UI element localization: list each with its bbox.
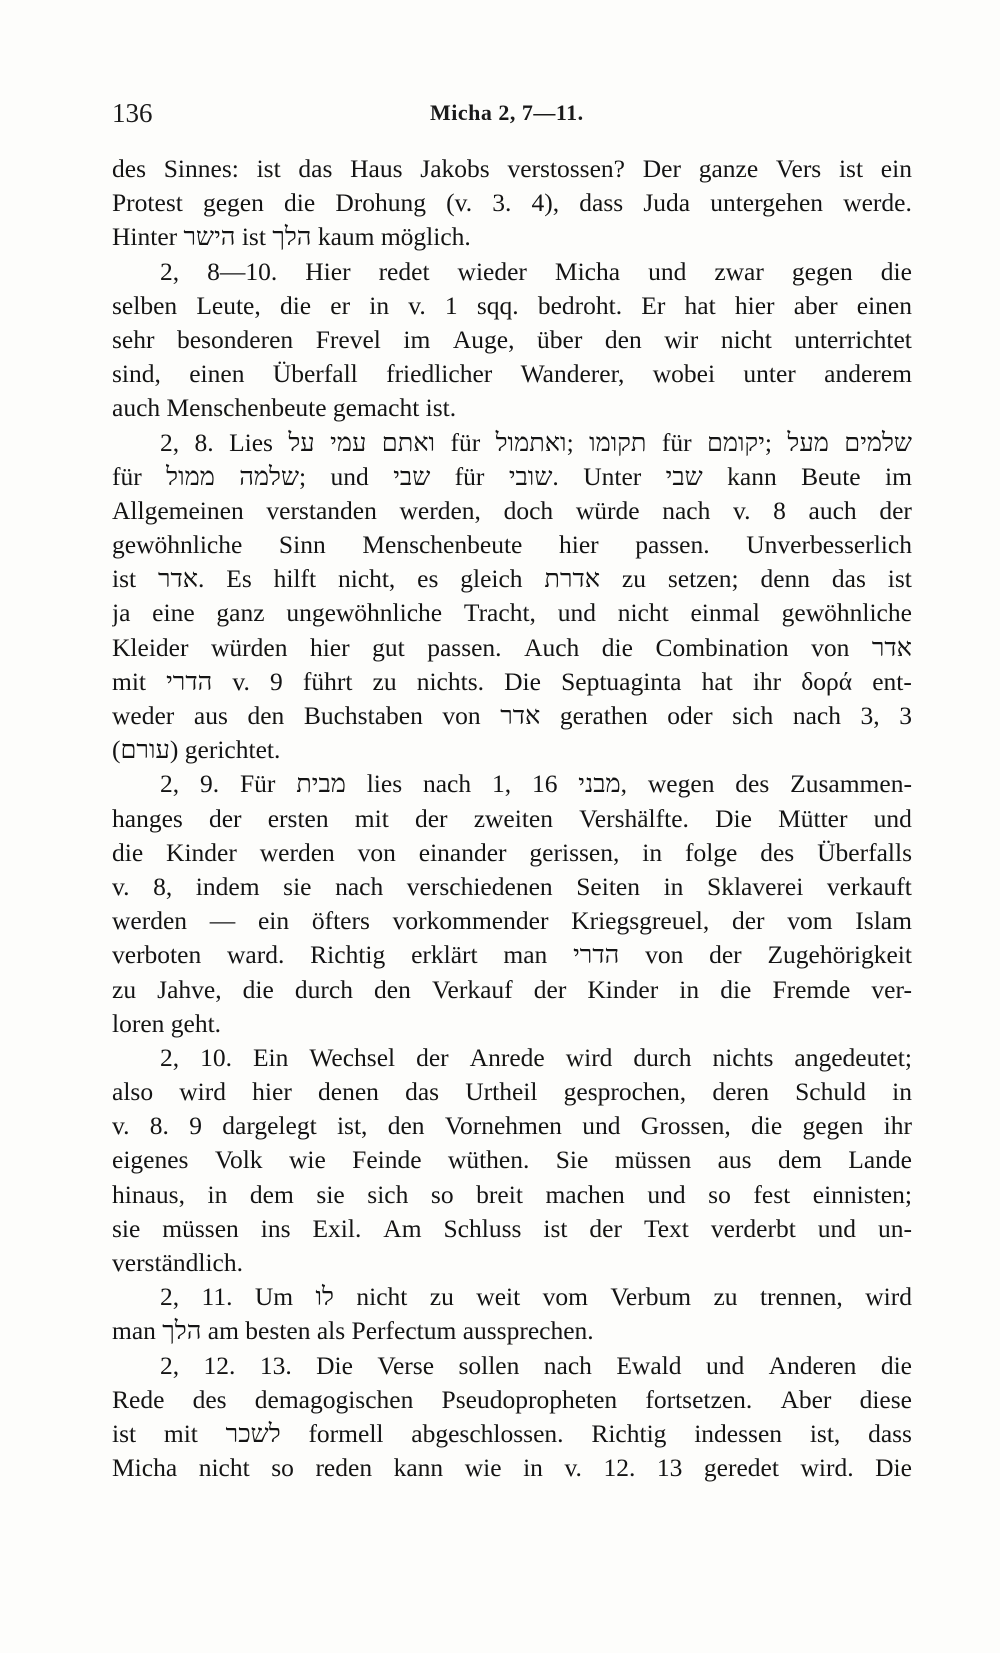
text-line: zu Jahve, die durch den Verkauf der Kinder in die Fremde ver- [112,974,912,1004]
text-line: 2, 11. Um לו nicht zu weit vom Verbum zu trennen, wird [160,1282,912,1312]
text-line: des Sinnes: ist das Haus Jakobs verstossen? Der ganze Vers ist ein [112,154,912,183]
body-text [112,152,912,1485]
text-line: weder aus den Buchstaben von אדר gerathen oder sich nach 3, 3 [112,701,912,730]
text-line: mit הדרי v. 9 führt zu nichts. Die Septuaginta hat ihr δορά ent- [112,666,912,696]
text-line: loren geht. [112,1008,222,1038]
text-line: Hinter הישר ist הלך kaum möglich. [112,222,471,252]
text-line: für ממול שלמה; und שבי für שובי. Unter שבי kann Beute im [112,461,912,491]
text-line: verboten ward. Richtig erklärt man הדרי von der Zugehörigkeit [112,940,912,970]
text-line: Micha nicht so reden kann wie in v. 12. 13 geredet wird. Die [112,1453,912,1483]
text-line: sie müssen ins Exil. Am Schluss ist der Text verderbt und un- [112,1213,912,1243]
text-line: 2, 12. 13. Die Verse sollen nach Ewald und Anderen die [160,1350,912,1380]
text-line: 2, 9. Für מבית lies nach 1, 16 מבני, wegen des Zusammen- [160,769,912,799]
text-line: die Kinder werden von einander gerissen, in folge des Überfalls [112,837,912,867]
text-line: 2, 10. Ein Wechsel der Anrede wird durch nichts angedeutet; [160,1042,912,1072]
page-number: 136 [112,98,153,128]
text-line: man הלך am besten als Perfectum aussprechen. [112,1316,594,1346]
text-line: sind, einen Überfall friedlicher Wanderer, wobei unter anderem [112,359,912,389]
running-head: Micha 2, 7—11. [430,100,584,125]
text-line: Protest gegen die Drohung (v. 3. 4), dass Juda untergehen werde. [112,188,912,218]
text-line: 2, 8. Lies על עמי ואתם für ואתמול; תקומו für יקומם; מעל שלמים [160,427,912,457]
text-line: 2, 8—10. Hier redet wieder Micha und zwar gegen die [160,256,912,286]
text-line: Kleider würden hier gut passen. Auch die Combination von אדר [112,632,912,662]
text-line: verständlich. [112,1248,243,1277]
text-line: (עורם) gerichtet. [112,735,281,765]
text-line: Rede des demagogischen Pseudopropheten fortsetzen. Aber diese [112,1384,912,1414]
text-line: selben Leute, die er in v. 1 sqq. bedroht. Er hat hier aber einen [112,290,912,320]
page-header [112,98,912,134]
text-line: hanges der ersten mit der zweiten Vershälfte. Die Mütter und [112,803,912,833]
text-line: v. 8. 9 dargelegt ist, den Vornehmen und Grossen, die gegen ihr [112,1111,912,1141]
text-line: also wird hier denen das Urtheil gesprochen, deren Schuld in [112,1077,912,1107]
text-line: hinaus, in dem sie sich so breit machen und so fest einnisten; [112,1179,912,1209]
text-line: v. 8, indem sie nach verschiedenen Seiten in Sklaverei verkauft [112,871,912,901]
text-line: gewöhnliche Sinn Menschenbeute hier passen. Unverbesserlich [112,530,912,560]
text-line: Allgemeinen verstanden werden, doch würde nach v. 8 auch der [112,495,912,525]
text-line: sehr besonderen Frevel im Auge, über den wir nicht unterrichtet [112,324,912,354]
text-line: ja eine ganz ungewöhnliche Tracht, und nicht einmal gewöhnliche [112,598,912,628]
text-line: auch Menschenbeute gemacht ist. [112,393,457,423]
text-line: eigenes Volk wie Feinde wüthen. Sie müssen aus dem Lande [112,1145,912,1175]
text-line: ist אדר. Es hilft nicht, es gleich אדרת zu setzen; denn das ist [112,564,912,594]
text-line: werden — ein öfters vorkommender Kriegsgreuel, der vom Islam [112,906,912,936]
text-line: ist mit לשכר formell abgeschlossen. Richtig indessen ist, dass [112,1418,912,1448]
